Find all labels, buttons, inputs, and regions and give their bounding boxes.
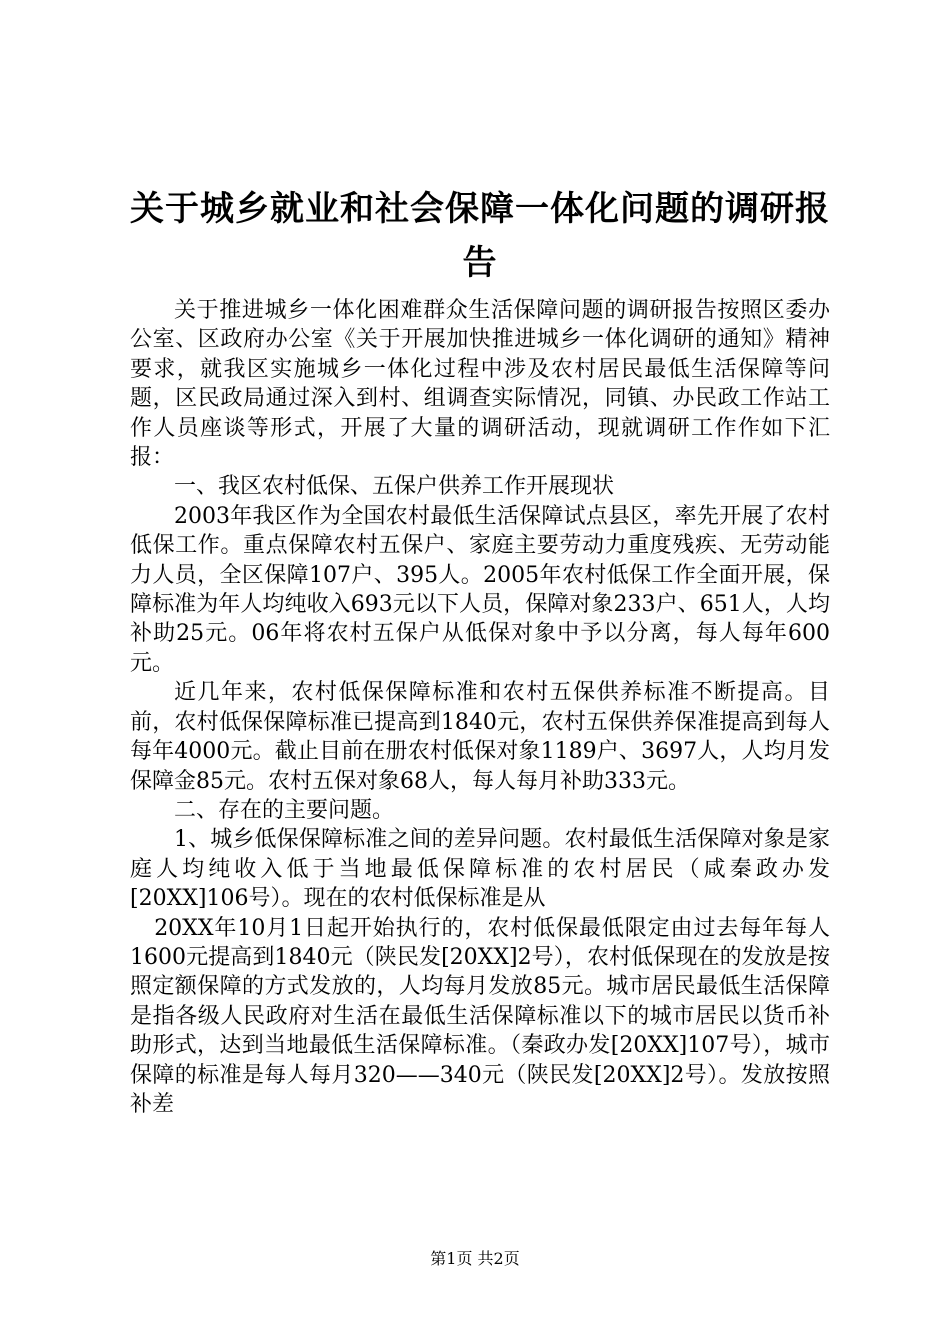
paragraph-intro: 关于推进城乡一体化困难群众生活保障问题的调研报告按照区委办公室、区政府办公室《关于开展加快推进城乡一体化调研的通知》精神要求，就我区实施城乡一体化过程中涉及农村居民最低生活保障等问题，区民政局通过深入到村、组调查实际情况，同镇、办民政工作站工作人员座谈等形式，开展了大量的调研活动，现就调研工作作如下汇报： <box>130 298 830 471</box>
paragraph-recent-standards: 近几年来，农村低保保障标准和农村五保供养标准不断提高。目前，农村低保保障标准已提高到1840元，农村五保供养保准提高到每人每年4000元。截止目前在册农村低保对象1189户、3697人，人均月发保障金85元。农村五保对象68人，每人每月补助333元。 <box>130 680 830 794</box>
paragraph-standard-difference: 1、城乡低保保障标准之间的差异问题。农村最低生活保障对象是家庭人均纯收入低于当地最低保障标准的农村居民（咸秦政办发[20XX]106号）。现在的农村低保标准是从 <box>130 827 830 912</box>
document-title: 关于城乡就业和社会保障一体化问题的调研报告 <box>130 189 830 283</box>
paragraph-continuation: 20XX年10月1日起开始执行的，农村低保最低限定由过去每年每人1600元提高到1840元（陕民发[20XX]2号），农村低保现在的发放是按照定额保障的方式发放的，人均每月发放85元。城市居民最低生活保障是指各级人民政府对生活在最低生活保障标准以下的城市居民以货币补助形式，达到当地最低生活保障标准。（秦政办发[20XX]107号），城市保障的标准是每人每月320——340元（陕民发[20XX]2号）。发放按照补差 <box>130 915 830 1117</box>
section-heading-current-status: 一、我区农村低保、五保户供养工作开展现状 <box>174 474 615 500</box>
section-heading-main-problems: 二、存在的主要问题。 <box>174 797 395 823</box>
document-body <box>130 296 830 1119</box>
page-number-footer: 第1页 共2页 <box>430 1249 520 1268</box>
paragraph-2003-history: 2003年我区作为全国农村最低生活保障试点县区，率先开展了农村低保工作。重点保障农村五保户、家庭主要劳动力重度残疾、无劳动能力人员，全区保障107户、395人。2005年农村低保工作全面开展，保障标准为年人均纯收入693元以下人员，保障对象233户、651人，人均补助25元。06年将农村五保户从低保对象中予以分离，每人每年600元。 <box>130 503 830 676</box>
